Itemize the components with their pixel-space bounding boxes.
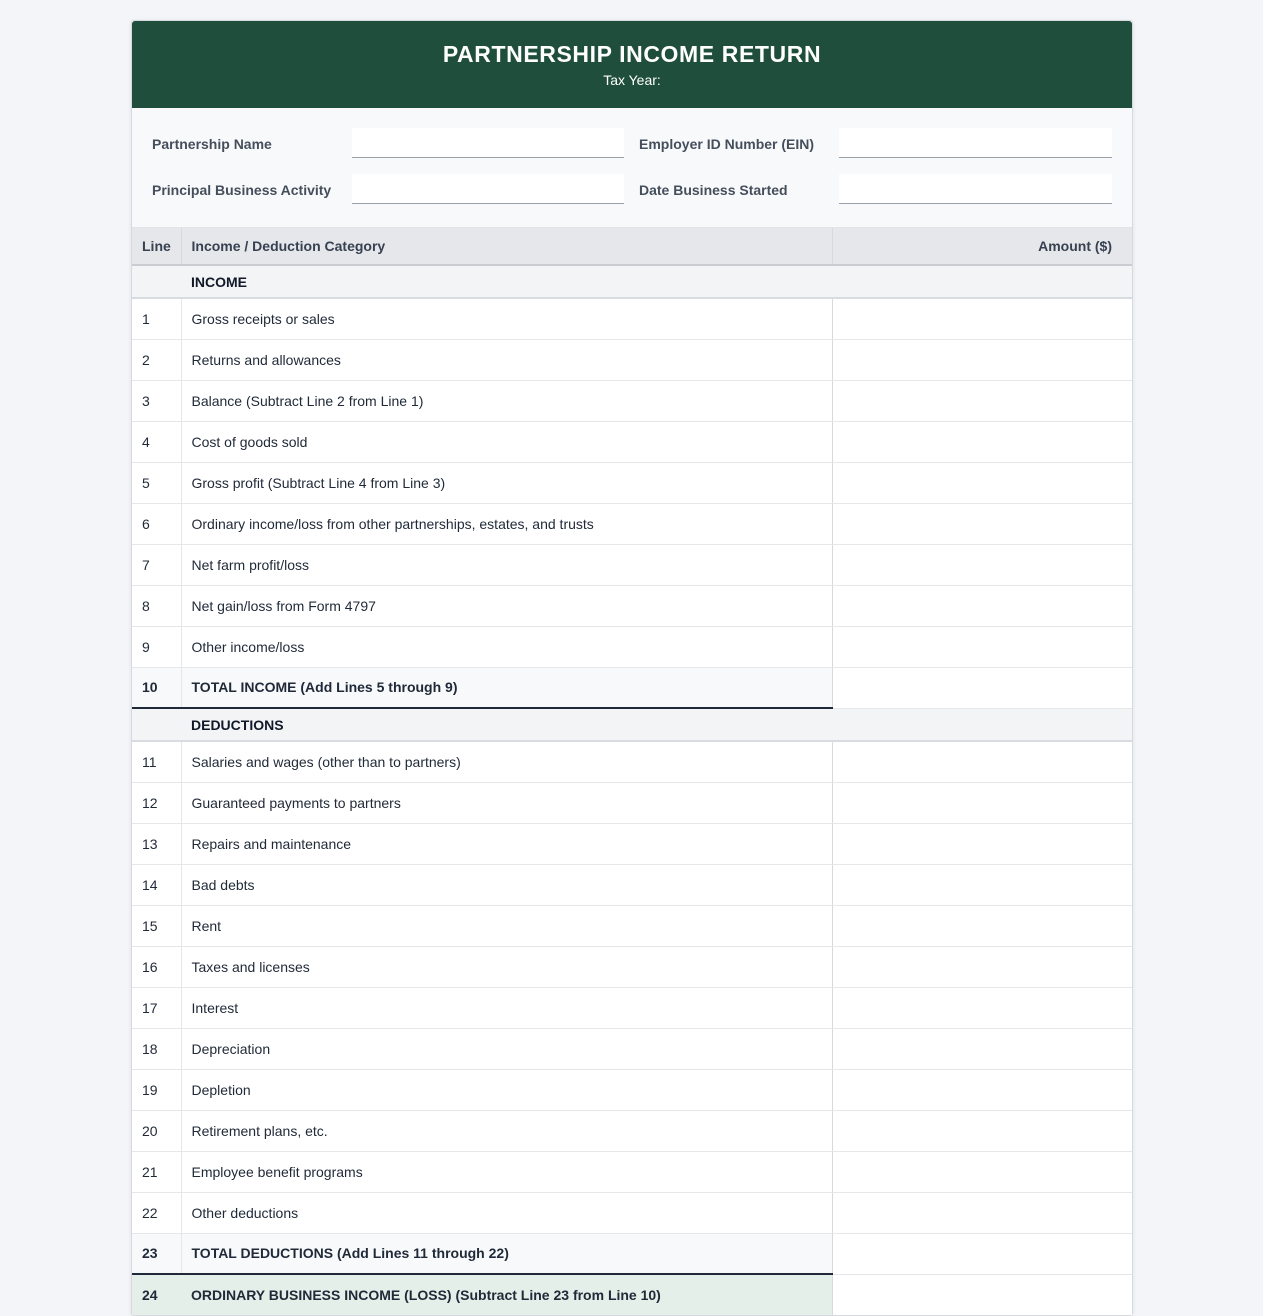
- line-description: Balance (Subtract Line 2 from Line 1): [181, 380, 832, 421]
- table-row: [132, 864, 1132, 905]
- amount-input[interactable]: [832, 1028, 1132, 1069]
- amount-input[interactable]: [832, 987, 1132, 1028]
- partnership-name-label: Partnership Name: [152, 136, 272, 152]
- amount-input[interactable]: [832, 1110, 1132, 1151]
- line-number: 5: [132, 462, 181, 503]
- line-description: Bad debts: [181, 864, 832, 905]
- line-number: 15: [132, 905, 181, 946]
- line-description: Employee benefit programs: [181, 1151, 832, 1192]
- amount-input[interactable]: [832, 462, 1132, 503]
- amount-input[interactable]: [832, 741, 1132, 782]
- line-description: ORDINARY BUSINESS INCOME (LOSS) (Subtract Line 23 from Line 10): [181, 1274, 832, 1315]
- tax-year-label: Tax Year:: [603, 72, 661, 88]
- line-number: 19: [132, 1069, 181, 1110]
- table-row: [132, 946, 1132, 987]
- section-spacer: [132, 265, 181, 298]
- amount-input[interactable]: [832, 339, 1132, 380]
- amount-input[interactable]: [832, 823, 1132, 864]
- tax-form: [131, 20, 1133, 1316]
- business-activity-label: Principal Business Activity: [152, 182, 332, 198]
- line-description: Taxes and licenses: [181, 946, 832, 987]
- line-description: Net farm profit/loss: [181, 544, 832, 585]
- line-number: 23: [132, 1233, 181, 1274]
- table-row: [132, 987, 1132, 1028]
- amount-input[interactable]: [832, 503, 1132, 544]
- line-number: 12: [132, 782, 181, 823]
- table-row: [132, 298, 1132, 339]
- total-income-row: [132, 667, 1132, 708]
- line-number: 1: [132, 298, 181, 339]
- line-number: 13: [132, 823, 181, 864]
- amount-input[interactable]: [832, 667, 1132, 708]
- ein-label: Employer ID Number (EIN): [639, 136, 815, 152]
- line-description: Depreciation: [181, 1028, 832, 1069]
- line-number: 11: [132, 741, 181, 782]
- table-row: [132, 626, 1132, 667]
- amount-input[interactable]: [832, 380, 1132, 421]
- ordinary-business-income-row: [132, 1274, 1132, 1315]
- table-row: [132, 585, 1132, 626]
- line-description: Salaries and wages (other than to partners): [181, 741, 832, 782]
- amount-input[interactable]: [832, 585, 1132, 626]
- line-description: Other income/loss: [181, 626, 832, 667]
- line-number: 17: [132, 987, 181, 1028]
- line-number: 3: [132, 380, 181, 421]
- line-number: 7: [132, 544, 181, 585]
- partnership-name-field[interactable]: [352, 128, 624, 158]
- partnership-info: [132, 108, 1132, 228]
- info-row: [152, 174, 1112, 205]
- date-started-field[interactable]: [839, 174, 1112, 204]
- line-description: TOTAL DEDUCTIONS (Add Lines 11 through 22): [181, 1233, 832, 1274]
- total-deductions-row: [132, 1233, 1132, 1274]
- line-number: 16: [132, 946, 181, 987]
- amount-input[interactable]: [832, 626, 1132, 667]
- line-number: 4: [132, 421, 181, 462]
- table-row: [132, 1151, 1132, 1192]
- line-column-header: Line: [132, 228, 181, 265]
- category-column-header: Income / Deduction Category: [181, 228, 832, 265]
- line-description: Interest: [181, 987, 832, 1028]
- income-section-label: INCOME: [181, 265, 1132, 298]
- business-activity-field[interactable]: [352, 174, 624, 204]
- line-description: Guaranteed payments to partners: [181, 782, 832, 823]
- amount-input[interactable]: [832, 298, 1132, 339]
- line-description: Depletion: [181, 1069, 832, 1110]
- table-row: [132, 823, 1132, 864]
- line-description: Cost of goods sold: [181, 421, 832, 462]
- table-row: [132, 380, 1132, 421]
- table-row: [132, 905, 1132, 946]
- info-row: [152, 128, 1112, 159]
- table-header-row: [132, 228, 1132, 265]
- line-description: Repairs and maintenance: [181, 823, 832, 864]
- amount-input[interactable]: [832, 1274, 1132, 1315]
- amount-input[interactable]: [832, 782, 1132, 823]
- table-row: [132, 1192, 1132, 1233]
- table-row: [132, 462, 1132, 503]
- form-header: [132, 21, 1132, 108]
- table-row: [132, 421, 1132, 462]
- table-row: [132, 1028, 1132, 1069]
- line-number: 6: [132, 503, 181, 544]
- table-row: [132, 1110, 1132, 1151]
- line-description: Returns and allowances: [181, 339, 832, 380]
- table-row: [132, 741, 1132, 782]
- amount-input[interactable]: [832, 864, 1132, 905]
- line-description: Gross profit (Subtract Line 4 from Line 3): [181, 462, 832, 503]
- deductions-section-label: DEDUCTIONS: [181, 708, 1132, 741]
- line-number: 22: [132, 1192, 181, 1233]
- amount-input[interactable]: [832, 1192, 1132, 1233]
- amount-input[interactable]: [832, 1233, 1132, 1274]
- form-title: PARTNERSHIP INCOME RETURN: [442, 41, 822, 67]
- line-number: 14: [132, 864, 181, 905]
- line-number: 24: [132, 1274, 181, 1315]
- table-row: [132, 782, 1132, 823]
- ein-field[interactable]: [839, 128, 1112, 158]
- line-description: Other deductions: [181, 1192, 832, 1233]
- amount-input[interactable]: [832, 421, 1132, 462]
- income-section-row: [132, 265, 1132, 298]
- deductions-section-row: [132, 708, 1132, 741]
- line-description: Ordinary income/loss from other partnerships, estates, and trusts: [181, 503, 832, 544]
- line-number: 10: [132, 667, 181, 708]
- line-number: 20: [132, 1110, 181, 1151]
- amount-input[interactable]: [832, 544, 1132, 585]
- line-number: 18: [132, 1028, 181, 1069]
- income-deductions-table: [132, 228, 1132, 1315]
- line-description: Retirement plans, etc.: [181, 1110, 832, 1151]
- line-number: 8: [132, 585, 181, 626]
- date-started-label: Date Business Started: [639, 182, 788, 198]
- line-number: 2: [132, 339, 181, 380]
- line-description: TOTAL INCOME (Add Lines 5 through 9): [181, 667, 832, 708]
- amount-input[interactable]: [832, 1151, 1132, 1192]
- section-spacer: [132, 708, 181, 741]
- line-description: Gross receipts or sales: [181, 298, 832, 339]
- line-number: 9: [132, 626, 181, 667]
- line-description: Net gain/loss from Form 4797: [181, 585, 832, 626]
- table-row: [132, 503, 1132, 544]
- amount-column-header: Amount ($): [832, 228, 1132, 265]
- amount-input[interactable]: [832, 946, 1132, 987]
- amount-input[interactable]: [832, 1069, 1132, 1110]
- amount-input[interactable]: [832, 905, 1132, 946]
- table-row: [132, 339, 1132, 380]
- table-row: [132, 1069, 1132, 1110]
- line-description: Rent: [181, 905, 832, 946]
- line-number: 21: [132, 1151, 181, 1192]
- table-row: [132, 544, 1132, 585]
